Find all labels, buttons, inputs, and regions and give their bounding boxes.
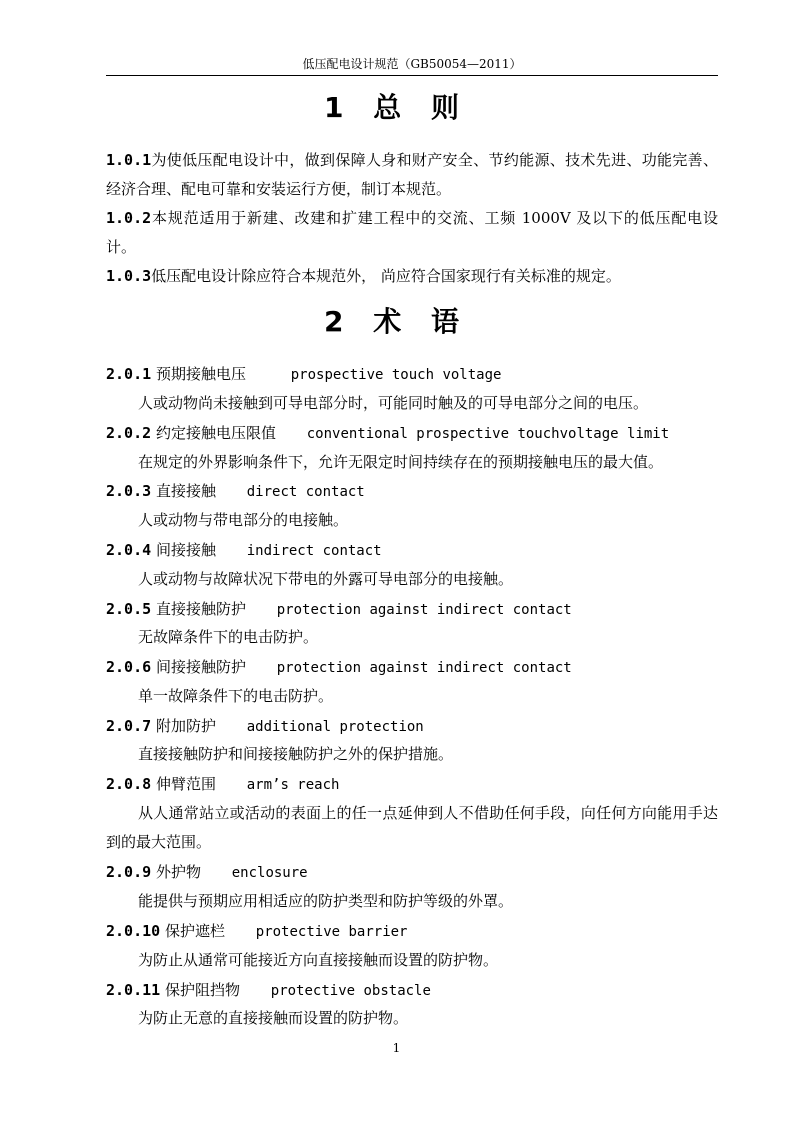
term-number: 2.0.5 <box>106 600 152 618</box>
term-chinese: 外护物 <box>155 863 201 881</box>
term-number: 2.0.7 <box>106 717 152 735</box>
section-title-general: 1 总 则 <box>324 91 469 124</box>
term-number: 2.0.4 <box>106 541 152 559</box>
running-header: 低压配电设计规范（GB50054—2011） <box>302 57 522 71</box>
term-chinese: 保护阻挡物 <box>164 981 240 999</box>
term-heading <box>106 540 718 561</box>
term-english: conventional prospective touchvoltage limit <box>306 426 670 442</box>
term-english: direct contact <box>246 484 365 500</box>
term-number: 2.0.3 <box>106 482 152 500</box>
term-definition: 直接接触防护和间接接触防护之外的保护措施。 <box>138 745 454 763</box>
term-number: 2.0.2 <box>106 424 152 442</box>
term-heading <box>106 599 718 620</box>
term-definition: 在规定的外界影响条件下，允许无限定时间持续存在的预期接触电压的最大值。 <box>138 453 664 471</box>
term-english: arm’s reach <box>246 777 340 793</box>
term-heading <box>106 774 718 795</box>
term-number: 2.0.9 <box>106 863 152 881</box>
term-english: protective barrier <box>255 924 408 940</box>
clause-number: 1.0.3 <box>106 267 152 285</box>
term-definition: 为防止从通常可能接近方向直接接触而设置的防护物。 <box>138 951 499 969</box>
term-definition: 人或动物与带电部分的电接触。 <box>138 511 349 529</box>
term-heading <box>106 481 718 502</box>
term-chinese: 预期接触电压 <box>155 365 246 383</box>
clause-number: 1.0.1 <box>106 151 152 169</box>
term-number: 2.0.11 <box>106 981 161 999</box>
term-chinese: 约定接触电压限值 <box>155 424 276 442</box>
term-definition: 人或动物尚未接触到可导电部分时，可能同时触及的可导电部分之间的电压。 <box>138 394 649 412</box>
term-definition: 人或动物与故障状况下带电的外露可导电部分的电接触。 <box>138 570 514 588</box>
term-heading <box>106 980 718 1001</box>
term-definition: 单一故障条件下的电击防护。 <box>138 687 334 705</box>
term-english: enclosure <box>231 865 308 881</box>
term-definition: 能提供与预期应用相适应的防护类型和防护等级的外罩。 <box>138 892 514 910</box>
term-number: 2.0.6 <box>106 658 152 676</box>
term-heading <box>106 657 718 678</box>
term-chinese: 直接接触防护 <box>155 600 246 618</box>
term-chinese: 保护遮栏 <box>164 922 225 940</box>
term-english: protection against indirect contact <box>276 660 572 676</box>
term-english: indirect contact <box>246 543 382 559</box>
term-heading <box>106 862 718 883</box>
clause-text: 本规范适用于新建、改建和扩建工程中的交流、工频 1000V 及以下的低压配电设计。 <box>106 209 718 256</box>
term-definition: 从人通常站立或活动的表面上的任一点延伸到人不借助任何手段，向任何方向能用手达到的最大范围。 <box>106 804 718 851</box>
term-heading <box>106 423 718 444</box>
page-number: 1 <box>392 1041 401 1055</box>
term-english: additional protection <box>246 719 424 735</box>
term-chinese: 间接接触 <box>155 541 216 559</box>
term-definition: 无故障条件下的电击防护。 <box>138 628 319 646</box>
term-chinese: 伸臂范围 <box>155 775 216 793</box>
term-number: 2.0.10 <box>106 922 161 940</box>
term-english: prospective touch voltage <box>290 367 502 383</box>
header-rule <box>106 75 718 76</box>
term-chinese: 直接接触 <box>155 482 216 500</box>
term-number: 2.0.1 <box>106 365 152 383</box>
clause-text: 为使低压配电设计中，做到保障人身和财产安全、节约能源、技术先进、功能完善、经济合理、配电可靠和安装运行方便，制订本规范。 <box>106 151 718 198</box>
term-heading <box>106 364 718 385</box>
term-number: 2.0.8 <box>106 775 152 793</box>
term-heading <box>106 716 718 737</box>
term-chinese: 附加防护 <box>155 717 216 735</box>
section-title-terms: 2 术 语 <box>324 305 469 338</box>
clause-1-0-2 <box>106 204 718 262</box>
clause-text: 低压配电设计除应符合本规范外， 尚应符合国家现行有关标准的规定。 <box>151 267 621 285</box>
clause-number: 1.0.2 <box>106 209 152 227</box>
term-english: protective obstacle <box>270 983 431 999</box>
term-english: protection against indirect contact <box>276 602 572 618</box>
clause-1-0-3 <box>106 262 718 291</box>
term-definition: 为防止无意的直接接触而设置的防护物。 <box>138 1009 409 1027</box>
term-heading <box>106 921 718 942</box>
clause-1-0-1 <box>106 146 718 204</box>
term-chinese: 间接接触防护 <box>155 658 246 676</box>
